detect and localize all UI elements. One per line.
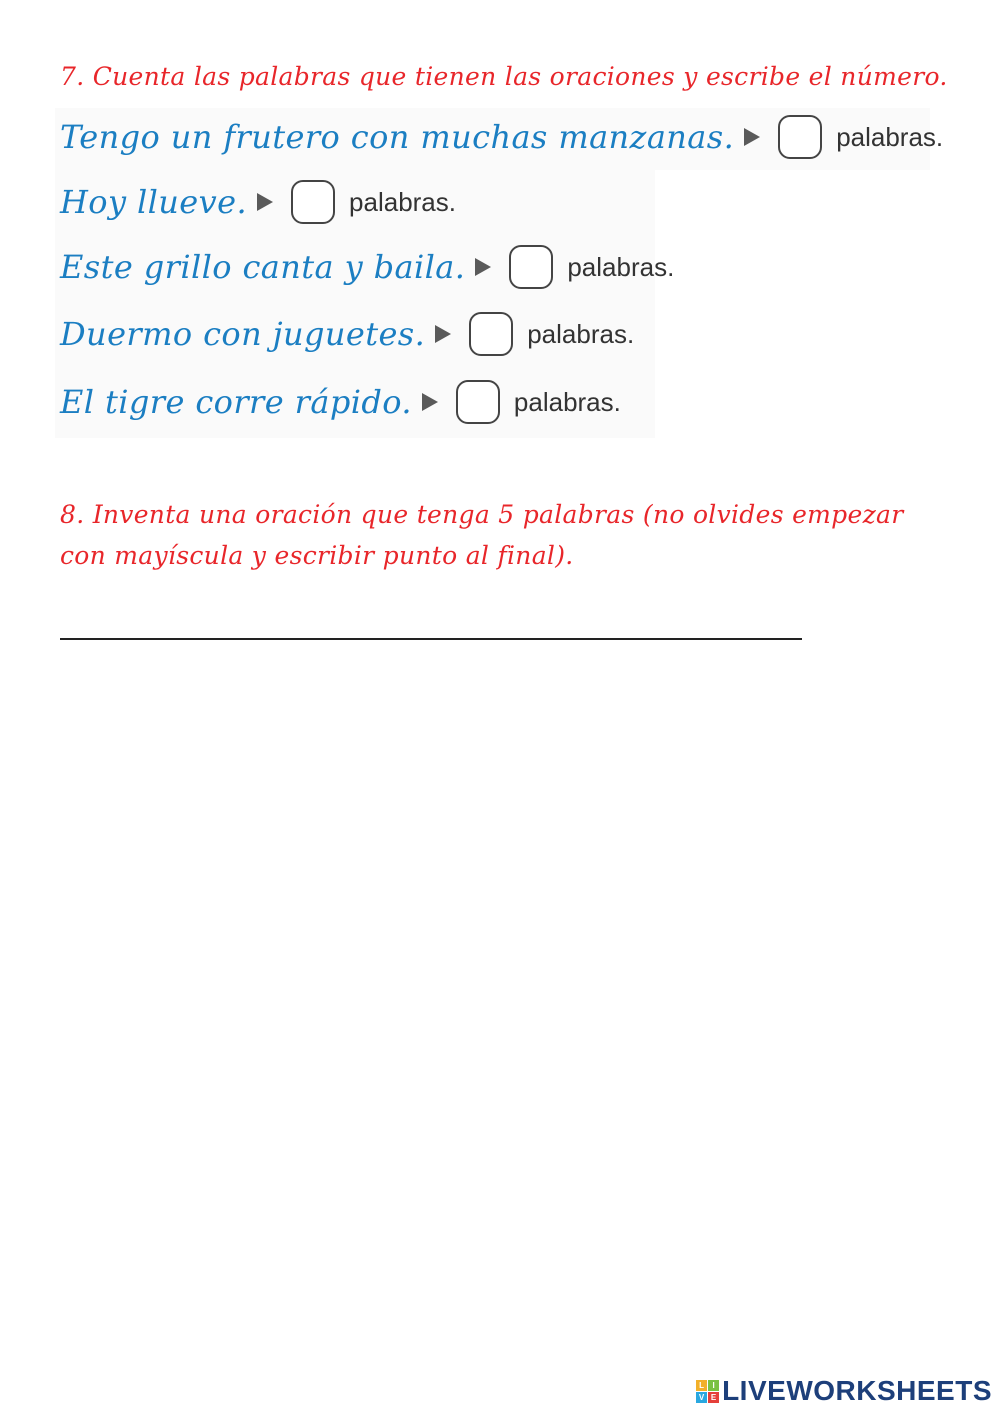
exercise-8-instruction-line-1: 8. Inventa una oración que tenga 5 palabras (no olvides empezar (60, 500, 904, 529)
play-triangle-icon (257, 193, 273, 211)
exercise-8-instruction-line-2: con mayíscula y escribir punto al final). (60, 541, 574, 570)
logo-letter: V (696, 1392, 707, 1403)
sentence-text: Duermo con juguetes. (60, 315, 426, 353)
word-count-answer-box[interactable] (456, 380, 500, 424)
sentence-row-5 (60, 380, 621, 424)
unit-label: palabras. (836, 121, 944, 152)
logo-letter: I (708, 1380, 719, 1391)
sentence-row-2 (60, 180, 456, 224)
unit-label: palabras. (513, 386, 621, 417)
play-triangle-icon (475, 258, 491, 276)
unit-label: palabras. (567, 251, 675, 282)
word-count-answer-box[interactable] (469, 312, 513, 356)
word-count-answer-box[interactable] (778, 115, 822, 159)
liveworksheets-logo-icon (696, 1380, 719, 1403)
sentence-row-3 (60, 245, 674, 289)
play-triangle-icon (435, 325, 451, 343)
logo-letter: E (708, 1392, 719, 1403)
sentence-row-1 (60, 115, 943, 159)
unit-label: palabras. (527, 318, 635, 349)
unit-label: palabras. (349, 186, 456, 217)
brand-name: LIVEWORKSHEETS (722, 1375, 992, 1406)
exercise-7-instruction: 7. Cuenta las palabras que tienen las oraciones y escribe el número. (60, 62, 948, 91)
sentence-text: Hoy llueve. (60, 183, 248, 221)
sentence-answer-line[interactable] (60, 638, 802, 640)
sentence-text: Tengo un frutero con muchas manzanas. (60, 118, 735, 156)
sentence-row-4 (60, 312, 634, 356)
word-count-answer-box[interactable] (509, 245, 553, 289)
liveworksheets-logo (696, 1375, 992, 1407)
sentence-text: Este grillo canta y baila. (60, 248, 466, 286)
logo-letter: L (696, 1380, 707, 1391)
word-count-answer-box[interactable] (291, 180, 335, 224)
sentence-text: El tigre corre rápido. (60, 383, 412, 421)
play-triangle-icon (422, 393, 438, 411)
play-triangle-icon (744, 128, 760, 146)
